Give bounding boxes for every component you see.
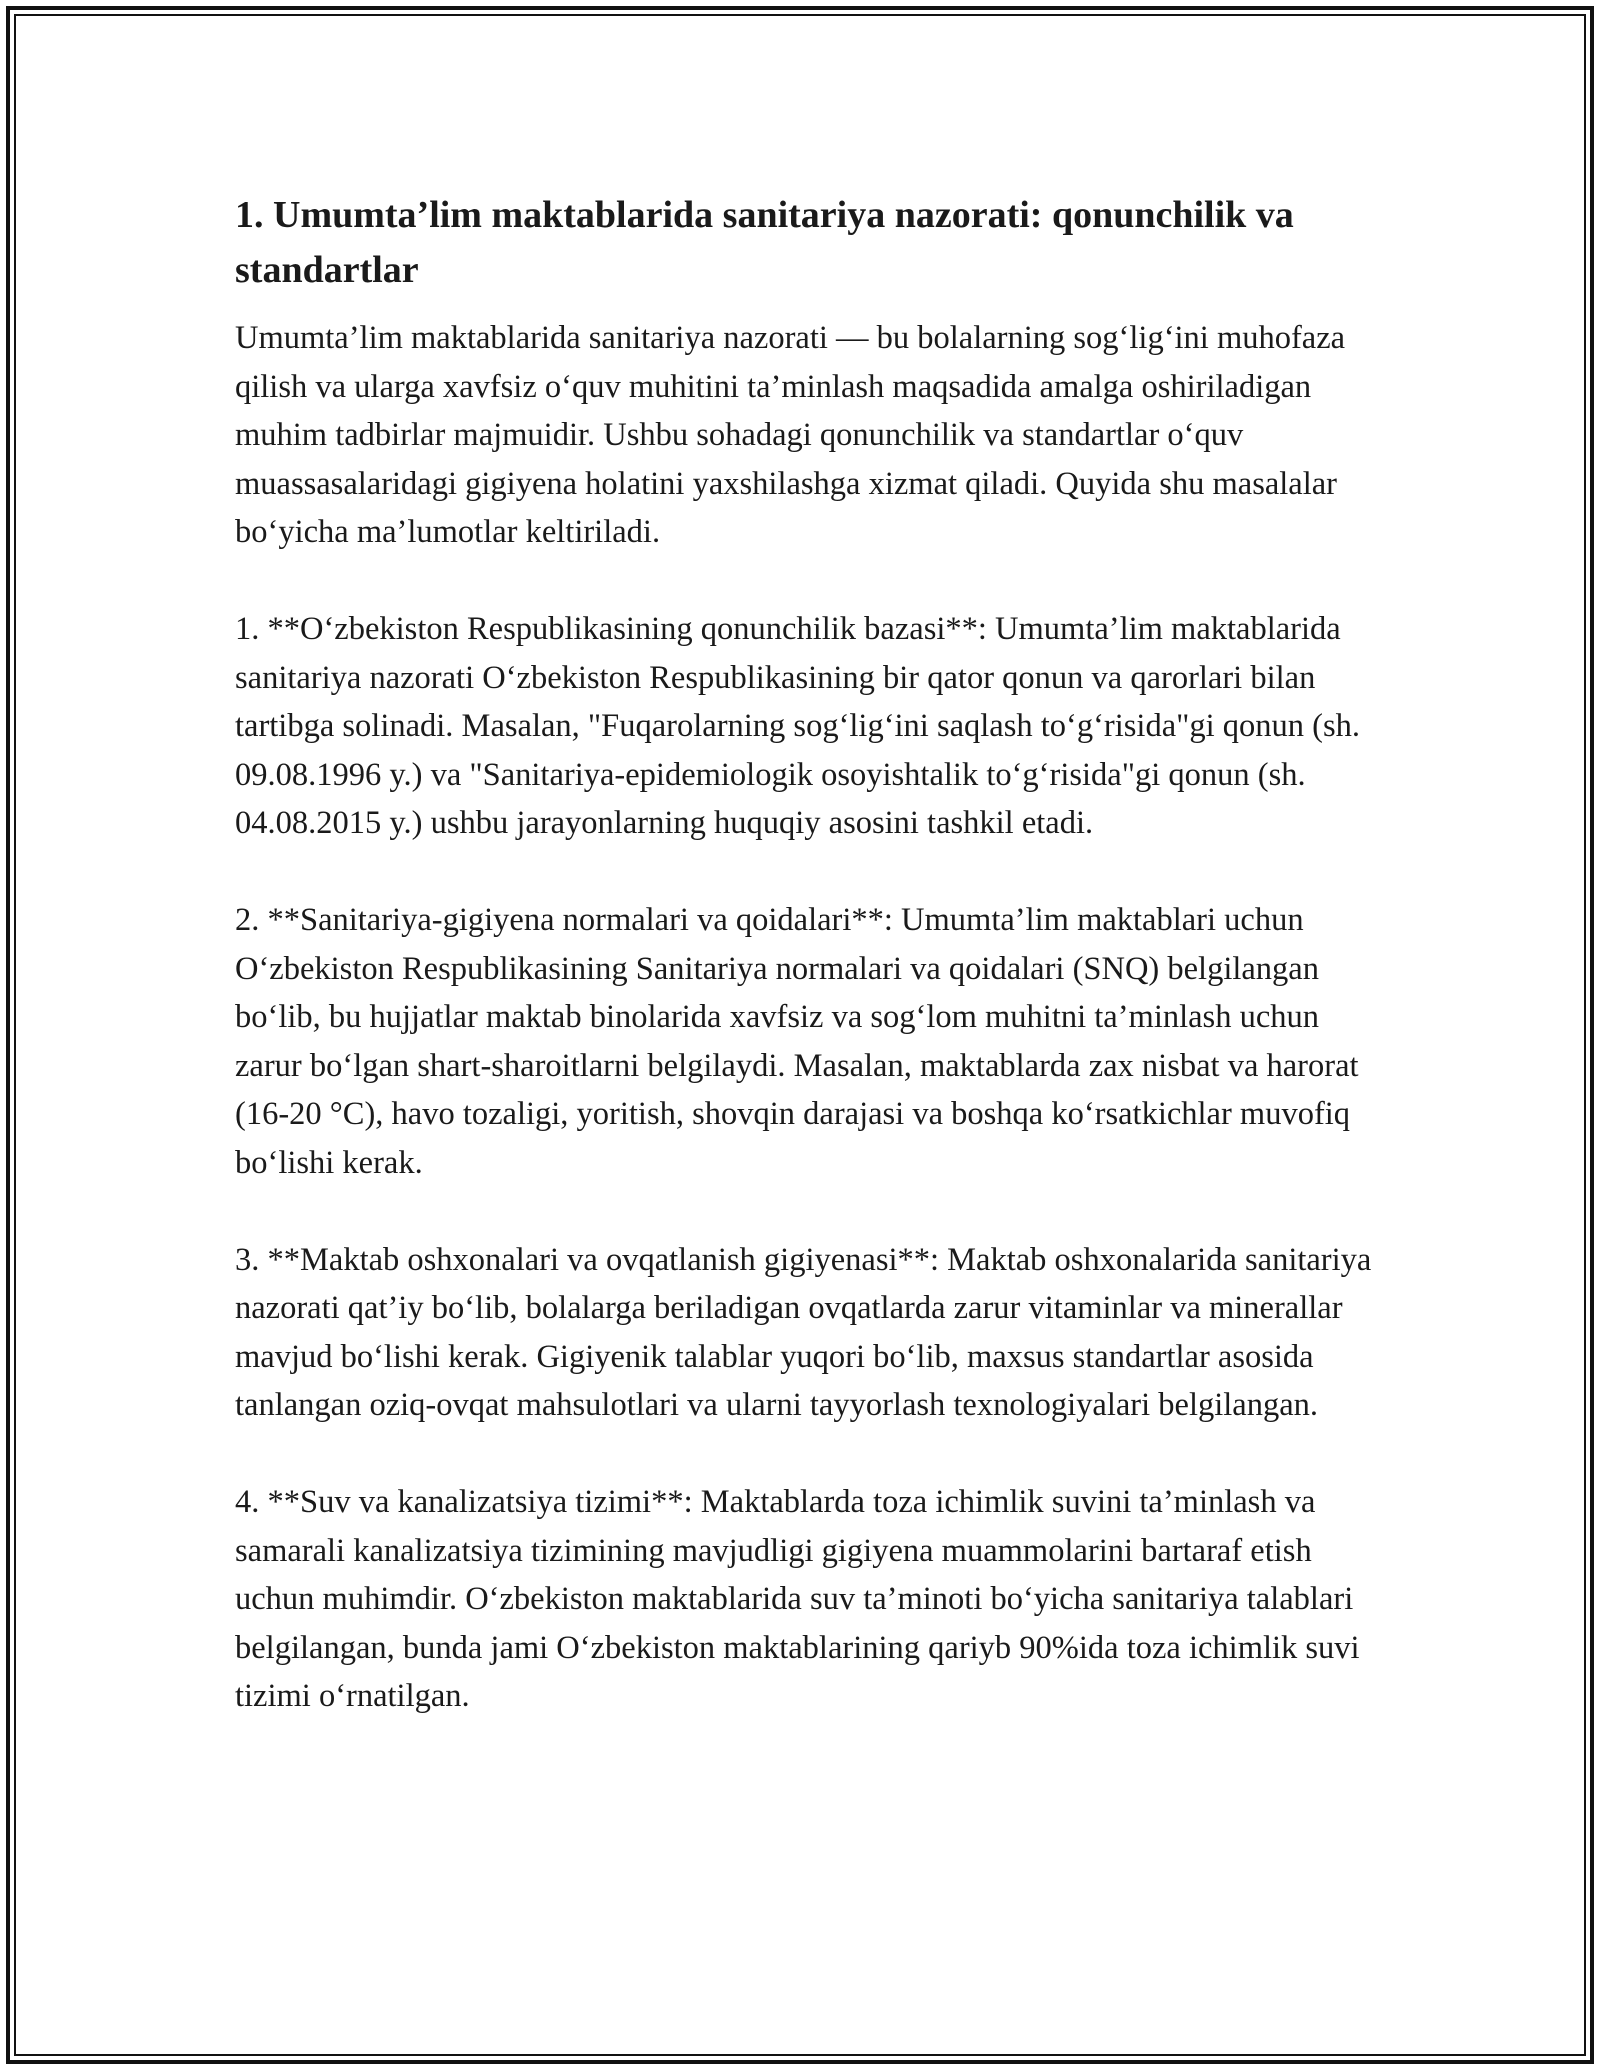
list-item-water-sewerage: 4. **Suv va kanalizatsiya tizimi**: Maktablarda toza ichimlik suvini ta’minlash va samarali kanalizatsiya tizimining mavjudligi gigiyena muammolarini bartaraf etish uchun muhimdir. O‘zbekiston maktablarida suv ta’minoti bo‘yicha sanitariya talablari belgilangan, bunda jami O‘zbekiston maktablarining qariyb 90%ida toza ichimlik suvi tizimi o‘rnatilgan. — [235, 1484, 1360, 1714]
list-item-legislation: 1. **O‘zbekiston Respublikasining qonunchilik bazasi**: Umumta’lim maktablarida sanitariya nazorati O‘zbekiston Respublikasining bir qator qonun va qarorlari bilan tartibga solinadi. Masalan, "Fuqarolarning sog‘lig‘ini saqlash to‘g‘risida"gi qonun (sh. 09.08.1996 y.) va "Sanitariya-epidemiologik osoyishtalik to‘g‘risida"gi qonun (sh. 04.08.2015 y.) ushbu jarayonlarning huquqiy asosini tashkil etadi. — [235, 611, 1361, 841]
list-item-canteen-hygiene: 3. **Maktab oshxonalari va ovqatlanish gigiyenasi**: Maktab oshxonalarida sanitariya nazorati qat’iy bo‘lib, bolalarga beriladigan ovqatlarda zarur vitaminlar va minerallar mavjud bo‘lishi kerak. Gigiyenik talablar yuqori bo‘lib, maxsus standartlar asosida tanlangan oziq-ovqat mahsulotlari va ularni tayyorlash texnologiyalari belgilangan. — [235, 1241, 1372, 1423]
document-body — [235, 188, 1375, 1769]
intro-paragraph: Umumta’lim maktablarida sanitariya nazorati — bu bolalarning sog‘lig‘ini muhofaza qilish va ularga xavfsiz o‘quv muhitini ta’minlash maqsadida amalga oshiriladigan muhim tadbirlar majmuidir. Ushbu sohadagi qonunchilik va standartlar o‘quv muassasalaridagi gigiyena holatini yaxshilashga xizmat qiladi. Quyida shu masalalar bo‘yicha ma’lumotlar keltiriladi. — [235, 320, 1346, 550]
section-heading: 1. Umumta’lim maktablarida sanitariya nazorati: qonunchilik va standartlar — [235, 194, 1294, 291]
list-item-sanitary-norms: 2. **Sanitariya-gigiyena normalari va qoidalari**: Umumta’lim maktablari uchun O‘zbekiston Respublikasining Sanitariya normalari va qoidalari (SNQ) belgilangan bo‘lib, bu hujjatlar maktab binolarida xavfsiz va sog‘lom muhitni ta’minlash uchun zarur bo‘lgan shart-sharoitlarni belgilaydi. Masalan, maktablarda zax nisbat va harorat (16-20 °C), havo tozaligi, yoritish, shovqin darajasi va boshqa ko‘rsatkichlar muvofiq bo‘lishi kerak. — [235, 902, 1359, 1181]
